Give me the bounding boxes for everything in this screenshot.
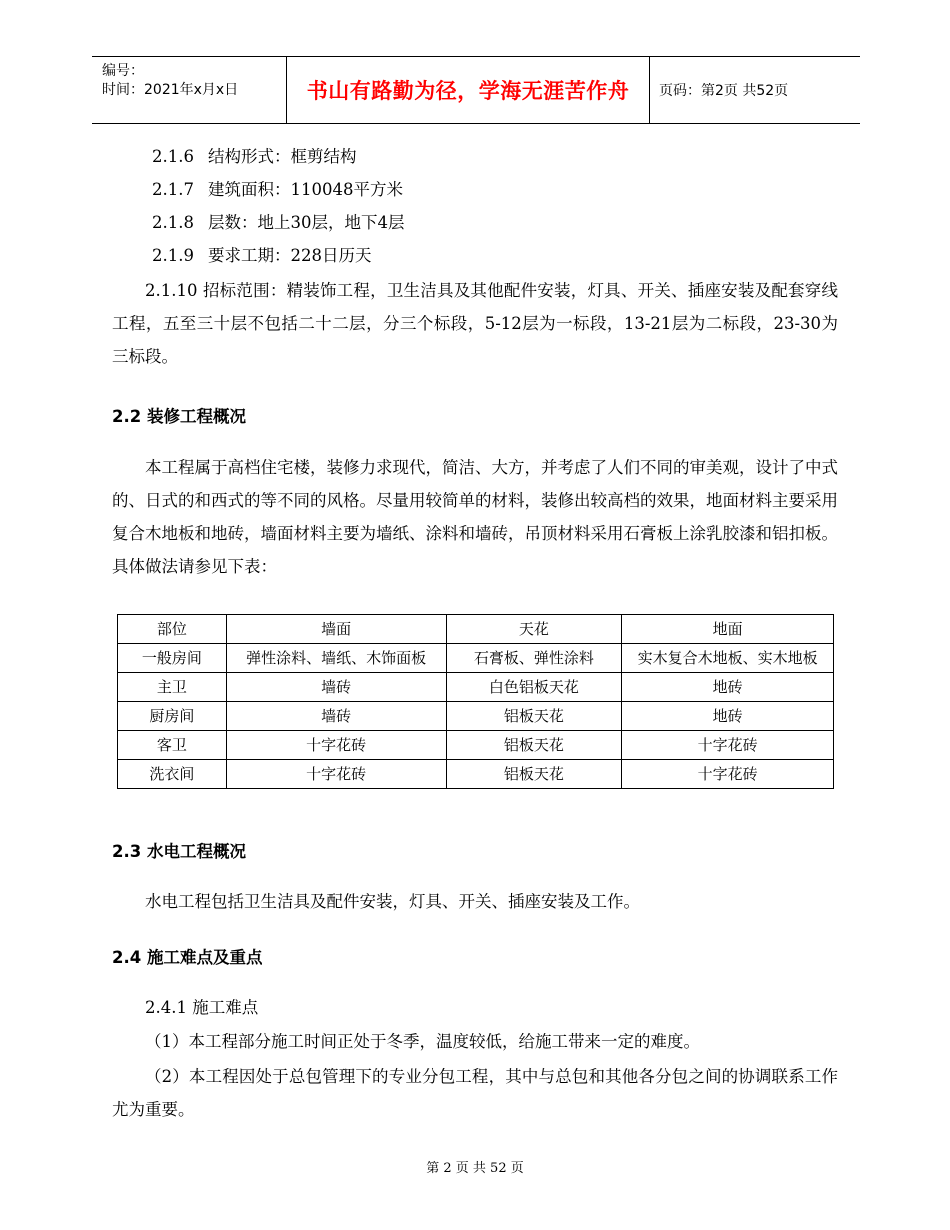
table-cell: 客卫 (118, 731, 227, 760)
table-cell: 十字花砖 (622, 760, 834, 789)
table-row (118, 702, 834, 731)
table-cell: 墙砖 (226, 673, 446, 702)
table-row (118, 731, 834, 760)
table-cell: 洗衣间 (118, 760, 227, 789)
item-number: 2.1.8 (152, 213, 194, 232)
item-text: 层数：地上30层，地下4层 (207, 213, 405, 232)
section-body-23: 水电工程包括卫生洁具及配件安装，灯具、开关、插座安装及工作。 (145, 892, 640, 911)
table-row (118, 644, 834, 673)
table-header-cell: 天花 (446, 615, 622, 644)
page-header (92, 56, 860, 124)
table-cell: 主卫 (118, 673, 227, 702)
item-text: 结构形式：框剪结构 (207, 147, 357, 166)
difficulty-item-1: （1）本工程部分施工时间正处于冬季，温度较低，给施工带来一定的难度。 (145, 1032, 700, 1051)
header-page-cell (649, 57, 860, 123)
table-cell: 石膏板、弹性涂料 (446, 644, 622, 673)
header-motto-cell (286, 57, 650, 123)
table-cell: 实木复合木地板、实木地板 (622, 644, 834, 673)
item-number: 2.1.6 (152, 147, 194, 166)
table-cell: 铝板天花 (446, 760, 622, 789)
item-218 (112, 206, 838, 239)
section-body-22: 本工程属于高档住宅楼，装修力求现代，简洁、大方，并考虑了人们不同的审美观，设计了中式的、日式的和西式的等不同的风格。尽量用较简单的材料，装修出较高档的效果，地面材料主要采用复合木地板和地砖，墙面材料主要为墙纸、涂料和墙砖，吊顶材料采用石膏板上涂乳胶漆和铝扣板。具体做法请参见下表： (112, 458, 838, 576)
table-header-row (118, 615, 834, 644)
table-cell: 弹性涂料、墙纸、木饰面板 (226, 644, 446, 673)
table-header-cell: 部位 (118, 615, 227, 644)
item-text: 要求工期：228日历天 (207, 246, 372, 265)
table-cell: 墙砖 (226, 702, 446, 731)
table-header-cell: 墙面 (226, 615, 446, 644)
difficulty-item-2: （2）本工程因处于总包管理下的专业分包工程，其中与总包和其他各分包之间的协调联系工作尤为重要。 (112, 1067, 838, 1119)
table-row (118, 673, 834, 702)
item-text: 建筑面积：110048平方米 (207, 180, 403, 199)
table-cell: 一般房间 (118, 644, 227, 673)
table-cell: 铝板天花 (446, 731, 622, 760)
table-cell: 十字花砖 (622, 731, 834, 760)
table-cell: 厨房间 (118, 702, 227, 731)
subsection-title-241: 2.4.1 施工难点 (145, 998, 259, 1017)
section-title-24: 2.4 施工难点及重点 (112, 948, 263, 967)
table-cell: 十字花砖 (226, 731, 446, 760)
section-title-22: 2.2 装修工程概况 (112, 407, 246, 426)
table-cell: 铝板天花 (446, 702, 622, 731)
table-cell: 地砖 (622, 702, 834, 731)
item-216 (112, 140, 838, 173)
table-row (118, 760, 834, 789)
header-meta (92, 57, 286, 123)
table-cell: 白色铝板天花 (446, 673, 622, 702)
item-number: 2.1.9 (152, 246, 194, 265)
item-217 (112, 173, 838, 206)
header-motto: 书山有路勤为径，学海无涯苦作舟 (306, 79, 630, 103)
finish-table (117, 614, 834, 789)
header-page-info: 页码：第2页 共52页 (659, 83, 789, 99)
item-2110: 2.1.10 招标范围：精装饰工程，卫生洁具及其他配件安装，灯具、开关、插座安装及配套穿线工程，五至三十层不包括二十二层，分三个标段，5-12层为一标段，13-21层为二标段，23-30为三标段。 (112, 281, 838, 366)
item-219 (112, 239, 838, 272)
page-footer: 第 2 页 共 52 页 (426, 1161, 524, 1176)
section-title-23: 2.3 水电工程概况 (112, 842, 246, 861)
table-cell: 地砖 (622, 673, 834, 702)
number-label: 编号： (102, 63, 144, 79)
time-label: 时间：2021年x月x日 (102, 82, 239, 98)
table-header-cell: 地面 (622, 615, 834, 644)
item-number: 2.1.7 (152, 180, 194, 199)
table-cell: 十字花砖 (226, 760, 446, 789)
